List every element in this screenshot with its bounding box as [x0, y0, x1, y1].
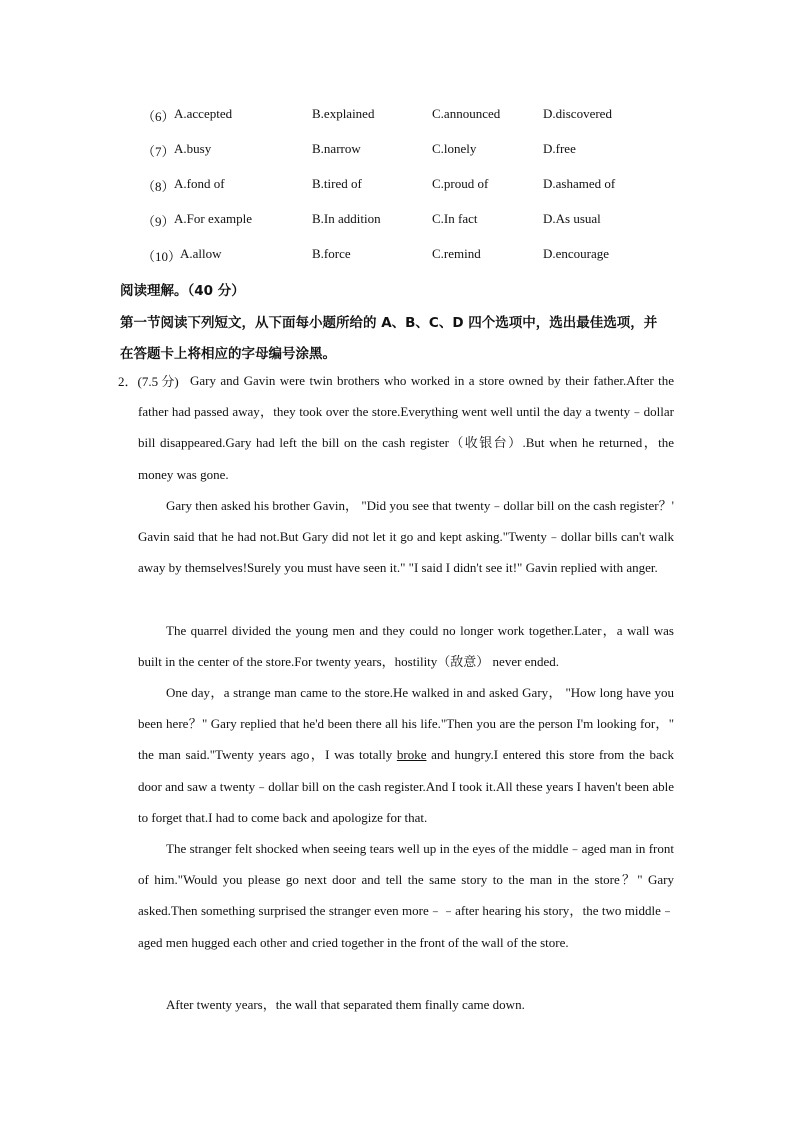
paragraph-3: The quarrel divided the young men and they could no longer work together.Later，a wall was built in the center of the store.For twenty years，hostility（敌意） never ended.: [138, 623, 674, 670]
option-a: A.For example: [174, 211, 252, 226]
question-number: 2．(7.5 分): [118, 374, 179, 389]
option-d: D.encourage: [543, 246, 610, 261]
option-a: A.busy: [174, 141, 212, 156]
option-d: D.As usual: [543, 211, 601, 226]
paragraph-2: Gary then asked his brother Gavin， "Did you see that twenty﹣dollar bill on the cash register？' Gavin said that he had not.But Gary did not let it go and kept asking."Twenty﹣dollar bills can't walk away by themselves!Surely you must have seen it." "I said I didn't see it!" Gavin replied with anger.: [138, 498, 674, 576]
paragraph-4-text-start: One day，a strange man came to the store.He walked in and asked Gary， "How long have you been here？" Gary replied that he'd been there all his life."Then you are the person I'm looking for，" the man said."Twenty years ago，I was totally: [138, 685, 674, 763]
option-d: D.free: [543, 141, 576, 156]
option-label: （6）: [142, 109, 175, 124]
option-b: B.tired of: [312, 176, 362, 191]
paragraph-4-text-end: and hungry.I entered this store from the back door and saw a twenty﹣dollar bill on the cash register.And I took it.All these years I haven't been able to forget that.I had to come back and apologize for that.: [138, 747, 674, 825]
option-d: D.discovered: [543, 106, 612, 121]
option-row-7: [0, 141, 794, 161]
option-label: （10）: [142, 249, 182, 264]
option-c: C.remind: [432, 246, 481, 261]
option-a: A.fond of: [174, 176, 225, 191]
option-b: B.explained: [312, 106, 375, 121]
option-c: C.announced: [432, 106, 501, 121]
option-a: A.allow: [180, 246, 222, 261]
instruction-line-1: 第一节阅读下列短文，从下面每小题所给的 A、B、C、D 四个选项中，选出最佳选项，并: [120, 315, 658, 331]
option-c: C.proud of: [432, 176, 489, 191]
option-b: B.In addition: [312, 211, 381, 226]
option-label: （8）: [142, 179, 175, 194]
underlined-word: broke: [396, 747, 427, 763]
option-c: C.lonely: [432, 141, 477, 156]
paragraph-4: [138, 677, 674, 833]
paragraph-6: After twenty years，the wall that separated them finally came down.: [166, 997, 525, 1012]
option-row-10: [0, 246, 794, 266]
option-a: A.accepted: [174, 106, 233, 121]
option-c: C.In fact: [432, 211, 478, 226]
option-label: （9）: [142, 214, 175, 229]
paragraph-5: The stranger felt shocked when seeing tears well up in the eyes of the middle﹣aged man in front of him."Would you please go next door and tell the same story to the man in the store？" Gary asked.Then something surprised the stranger even more﹣﹣after hearing his story，the two middle﹣aged men hugged each other and cried together in the front of the wall of the store.: [138, 841, 674, 950]
option-row-9: [0, 211, 794, 231]
option-row-6: [0, 106, 794, 126]
option-b: B.narrow: [312, 141, 361, 156]
section-title: 阅读理解。（40 分）: [120, 283, 245, 299]
option-row-8: [0, 176, 794, 196]
option-d: D.ashamed of: [543, 176, 616, 191]
option-b: B.force: [312, 246, 351, 261]
instruction-line-2: 在答题卡上将相应的字母编号涂黑。: [120, 346, 336, 362]
option-label: （7）: [142, 144, 175, 159]
paragraph-1: Gary and Gavin were twin brothers who worked in a store owned by their father.After the father had passed away，they took over the store.Everything went well until the day a twenty﹣dollar bill disappeared.Gary had left the bill on the cash register（收银台）.But when he returned，the money was gone.: [138, 373, 674, 482]
